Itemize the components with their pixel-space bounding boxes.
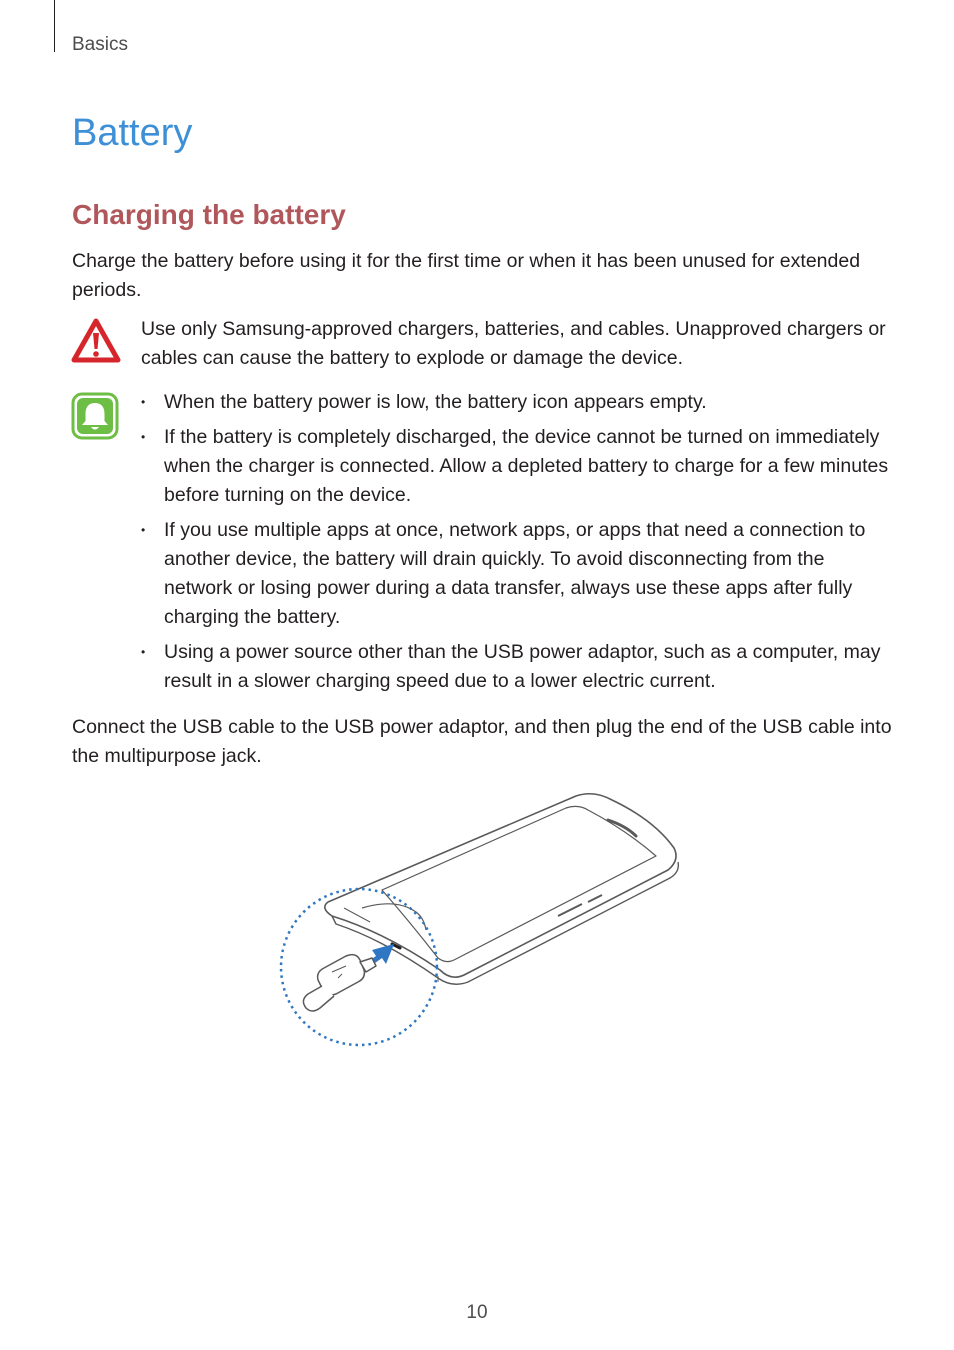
bullet: • [141, 645, 146, 659]
page-number: 10 [466, 1302, 488, 1323]
bullet: • [141, 395, 146, 409]
note-item [141, 423, 891, 510]
note-item [141, 388, 891, 417]
intro-paragraph: Charge the battery before using it for the first time or when it has been unused for extended periods. [72, 250, 861, 301]
bullet: • [141, 523, 146, 537]
bullet: • [141, 430, 146, 444]
note-item-text: If you use multiple apps at once, network apps, or apps that need a connection to another device, the battery will drain quickly. To avoid disconnecting from the network or losing power during a data transfer, always use these apps after fully charging the battery. [164, 519, 866, 628]
usb-plug [303, 955, 376, 1011]
note-list [141, 388, 891, 702]
note-item [141, 638, 891, 696]
section-heading: Charging the battery [72, 199, 346, 230]
instruction-paragraph: Connect the USB cable to the USB power adaptor, and then plug the end of the USB cable into the multipurpose jack. [72, 716, 892, 767]
section-label: Basics [72, 34, 128, 55]
note-item-text: If the battery is completely discharged, the device cannot be turned on immediately when the charger is connected. Allow a depleted battery to charge for a few minutes before turning on the device. [164, 426, 889, 506]
warning-triangle-icon [71, 318, 121, 364]
usb-cable-into-phone-illustration [276, 790, 686, 1050]
notification-bell-icon [71, 392, 119, 440]
margin-rule [54, 0, 55, 52]
page-title: Battery [72, 112, 193, 154]
note-item-text: When the battery power is low, the battery icon appears empty. [164, 391, 707, 413]
note-item-text: Using a power source other than the USB power adaptor, such as a computer, may result in a slower charging speed due to a lower electric current. [164, 641, 881, 692]
note-item [141, 516, 891, 632]
warning-text: Use only Samsung-approved chargers, batteries, and cables. Unapproved chargers or cables can cause the battery to explode or damage the device. [141, 318, 886, 369]
